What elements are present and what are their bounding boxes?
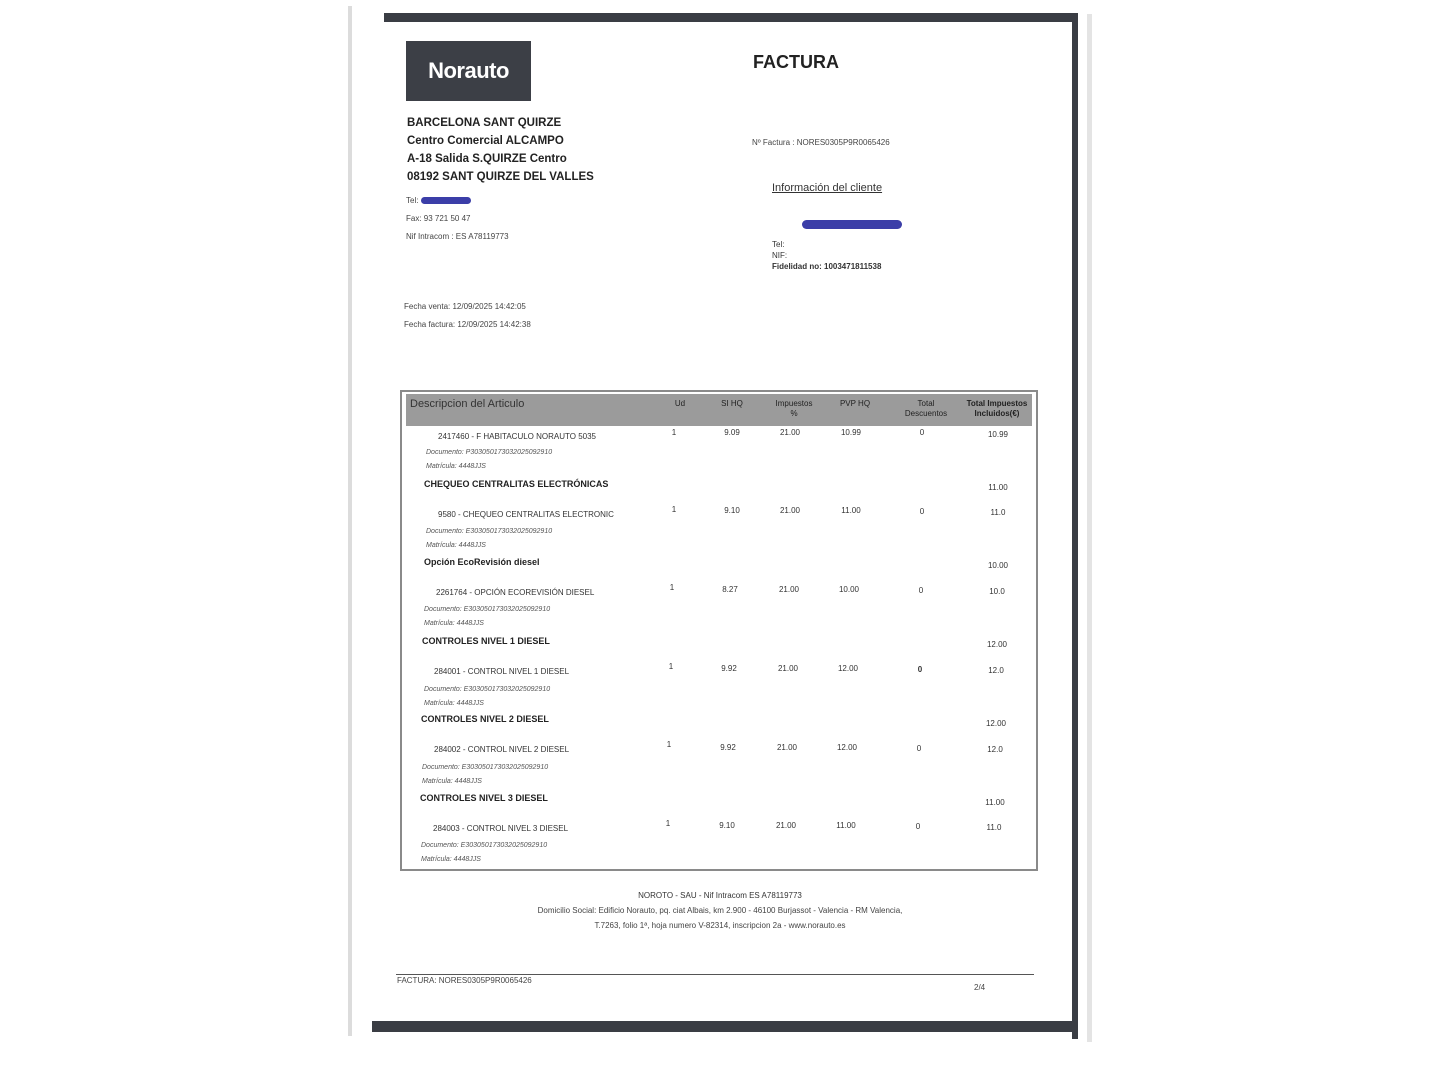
item-descuento: 0 xyxy=(919,428,925,437)
th-description: Descripcion del Articulo xyxy=(410,398,525,410)
item-descuento: 0 xyxy=(918,586,924,595)
store-address xyxy=(407,114,594,186)
item-total: 10.99 xyxy=(987,430,1009,439)
item-desc: 284003 - CONTROL NIVEL 3 DIESEL xyxy=(433,824,569,833)
item-documento: Documento: E303050173032025092910 xyxy=(424,606,551,613)
section-total: 10.00 xyxy=(987,561,1009,570)
fecha-factura: Fecha factura: 12/09/2025 14:42:38 xyxy=(404,320,531,329)
item-matricula: Matrícula: 4448JJS xyxy=(424,700,484,707)
store-nif: Nif Intracom : ES A78119773 xyxy=(406,232,509,241)
store-fax: Fax: 93 721 50 47 xyxy=(406,214,471,223)
item-impuesto: 21.00 xyxy=(779,428,801,437)
item-total: 12.0 xyxy=(987,745,1003,754)
item-matricula: Matrícula: 4448JJS xyxy=(426,542,486,549)
client-name-redaction xyxy=(802,220,902,229)
scan-edge-left xyxy=(348,6,352,1036)
th-total-2: Incluidos(€) xyxy=(974,409,1020,418)
item-sin-iq: 8.27 xyxy=(722,585,738,594)
th-sin-iq: SI HQ xyxy=(721,399,743,408)
section-title: CONTROLES NIVEL 1 DIESEL xyxy=(422,636,550,646)
item-descuento: 0 xyxy=(915,822,921,831)
item-impuesto: 21.00 xyxy=(779,506,801,515)
store-line-3: A-18 Salida S.QUIRZE Centro xyxy=(407,153,567,165)
item-qty: 1 xyxy=(671,505,677,514)
item-total: 11.0 xyxy=(990,508,1006,517)
page-border-bottom xyxy=(372,1021,1078,1032)
page-border-top xyxy=(384,13,1078,22)
client-nif: NIF: xyxy=(772,251,788,260)
th-total-1: Total Impuestos xyxy=(966,399,1028,408)
section-title: CHEQUEO CENTRALITAS ELECTRÓNICAS xyxy=(424,479,609,489)
section-title: CONTROLES NIVEL 2 DIESEL xyxy=(421,714,549,724)
item-desc: 284001 - CONTROL NIVEL 1 DIESEL xyxy=(434,667,570,676)
item-documento: Documento: E303050173032025092910 xyxy=(424,686,551,693)
item-matricula: Matrícula: 4448JJS xyxy=(424,620,484,627)
item-pvp: 12.00 xyxy=(837,664,859,673)
item-impuesto: 21.00 xyxy=(775,821,797,830)
section-title: CONTROLES NIVEL 3 DIESEL xyxy=(420,793,548,803)
item-pvp: 12.00 xyxy=(836,743,858,752)
fecha-venta: Fecha venta: 12/09/2025 14:42:05 xyxy=(404,302,526,311)
item-total: 11.0 xyxy=(986,823,1002,832)
th-pvp: PVP HQ xyxy=(839,399,871,408)
section-total: 11.00 xyxy=(988,483,1008,492)
item-pvp: 11.00 xyxy=(841,506,861,515)
th-impuestos xyxy=(764,399,824,419)
store-contact xyxy=(406,192,509,246)
redaction-mark xyxy=(421,197,471,204)
th-qty: Ud xyxy=(674,399,686,408)
page-number: 2/4 xyxy=(974,983,986,992)
item-documento: Documento: E303050173032025092910 xyxy=(421,842,548,849)
item-sin-iq: 9.09 xyxy=(724,428,740,437)
item-matricula: Matrícula: 4448JJS xyxy=(421,856,481,863)
item-sin-iq: 9.10 xyxy=(724,506,740,515)
item-qty: 1 xyxy=(665,819,671,828)
section-title: Opción EcoRevisión diesel xyxy=(424,557,540,567)
footer-address xyxy=(460,903,980,933)
item-impuesto: 21.00 xyxy=(776,743,798,752)
table-header xyxy=(406,394,1032,426)
client-info xyxy=(772,239,881,272)
footer-divider xyxy=(396,974,1034,975)
item-sin-iq: 9.92 xyxy=(720,743,736,752)
items-table xyxy=(400,390,1038,871)
item-qty: 1 xyxy=(669,583,675,592)
invoice-dates xyxy=(404,298,531,334)
item-documento: Documento: P303050173032025092910 xyxy=(426,449,553,456)
footer-address-1: Domicilio Social: Edificio Norauto, pq. ciat Albais, km 2.900 - 46100 Burjassot - Valencia - RM Valencia, xyxy=(537,906,903,915)
invoice-number: Nº Factura : NORES0305P9R0065426 xyxy=(752,138,890,147)
store-line-4: 08192 SANT QUIRZE DEL VALLES xyxy=(407,171,594,183)
th-impuestos-1: Impuestos xyxy=(775,399,813,408)
store-tel-label: Tel: xyxy=(406,196,419,205)
client-tel: Tel: xyxy=(772,240,785,249)
section-total: 12.00 xyxy=(986,640,1008,649)
document-title: FACTURA xyxy=(753,52,839,72)
footer-company-text: NOROTO - SAU - Nif Intracom ES A78119773 xyxy=(638,891,802,900)
th-descuentos xyxy=(898,399,954,419)
store-line-2: Centro Comercial ALCAMPO xyxy=(407,135,564,147)
item-total: 12.0 xyxy=(988,666,1004,675)
store-line-1: BARCELONA SANT QUIRZE xyxy=(407,117,562,129)
item-desc: 9580 - CHEQUEO CENTRALITAS ELECTRONIC xyxy=(438,510,614,519)
item-total: 10.0 xyxy=(989,587,1005,596)
footer-address-2: T.7263, folio 1ª, hoja numero V-82314, inscripcion 2a - www.norauto.es xyxy=(594,921,846,930)
norauto-logo: Norauto xyxy=(406,41,531,101)
item-pvp: 10.99 xyxy=(840,428,862,437)
item-descuento: 0 xyxy=(916,744,922,753)
item-desc: 2261764 - OPCIÓN ECOREVISIÓN DIESEL xyxy=(436,588,595,597)
item-sin-iq: 9.10 xyxy=(719,821,735,830)
section-total: 11.00 xyxy=(985,798,1005,807)
item-sin-iq: 9.92 xyxy=(721,664,737,673)
item-qty: 1 xyxy=(668,662,674,671)
item-impuesto: 21.00 xyxy=(777,664,799,673)
client-info-header: Información del cliente xyxy=(772,182,883,194)
item-desc: 2417460 - F HABITACULO NORAUTO 5035 xyxy=(438,432,596,441)
client-fidelidad: Fidelidad no: 1003471811538 xyxy=(772,262,882,271)
item-qty: 1 xyxy=(666,740,672,749)
item-descuento: 0 xyxy=(919,507,925,516)
item-desc: 284002 - CONTROL NIVEL 2 DIESEL xyxy=(434,745,570,754)
th-total xyxy=(962,399,1032,419)
th-descuentos-2: Descuentos xyxy=(904,409,948,418)
store-tel xyxy=(406,192,509,210)
item-documento: Documento: E303050173032025092910 xyxy=(422,764,549,771)
section-total: 12.00 xyxy=(985,719,1007,728)
item-pvp: 10.00 xyxy=(838,585,860,594)
item-descuento: 0 xyxy=(917,665,923,674)
item-matricula: Matrícula: 4448JJS xyxy=(426,463,486,470)
th-impuestos-2: % xyxy=(790,409,798,418)
footer-invoice-ref: FACTURA: NORES0305P9R0065426 xyxy=(397,976,532,985)
item-matricula: Matrícula: 4448JJS xyxy=(422,778,482,785)
item-impuesto: 21.00 xyxy=(778,585,800,594)
th-descuentos-1: Total xyxy=(917,399,935,408)
footer-company xyxy=(0,885,1440,903)
item-qty: 1 xyxy=(671,428,677,437)
item-documento: Documento: E303050173032025092910 xyxy=(426,528,553,535)
item-pvp: 11.00 xyxy=(836,821,856,830)
